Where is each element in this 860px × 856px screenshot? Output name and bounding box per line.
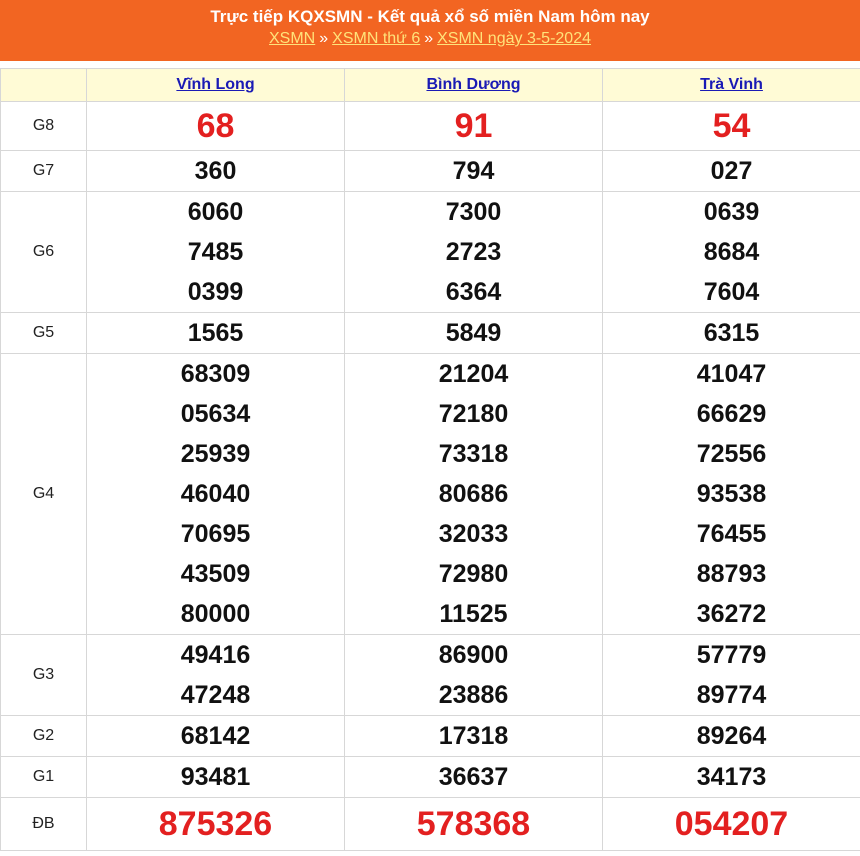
prize-label: G4 xyxy=(1,354,87,635)
breadcrumb xyxy=(0,28,860,50)
prize-number: 0639 xyxy=(703,198,760,226)
prize-number: 72556 xyxy=(696,440,767,468)
prize-cell xyxy=(603,757,860,798)
province-header-row xyxy=(1,69,860,102)
province-header xyxy=(87,69,345,102)
results-table xyxy=(0,68,860,851)
prize-number: 46040 xyxy=(180,480,251,508)
prize-number: 36637 xyxy=(438,763,509,791)
prize-number: 91 xyxy=(454,107,493,145)
prize-number: 5849 xyxy=(445,319,502,347)
page-title: Trực tiếp KQXSMN - Kết quả xổ số miền Nam hôm nay xyxy=(210,7,650,26)
prize-row xyxy=(1,354,860,635)
prize-number: 54 xyxy=(712,107,751,145)
prize-row xyxy=(1,313,860,354)
province-link-binh-duong[interactable]: Bình Dương xyxy=(426,76,521,93)
breadcrumb-link-xsmn-thu-6[interactable]: XSMN thứ 6 xyxy=(332,30,421,47)
prize-cell xyxy=(603,151,860,192)
prize-number: 89774 xyxy=(696,681,767,709)
prize-cell xyxy=(603,798,860,851)
prize-number: 25939 xyxy=(180,440,251,468)
prize-cell xyxy=(345,716,603,757)
prize-number: 76455 xyxy=(696,520,767,548)
corner-cell xyxy=(1,69,87,102)
prize-cell xyxy=(87,192,345,313)
prize-number: 6364 xyxy=(445,278,502,306)
prize-number: 72980 xyxy=(438,560,509,588)
prize-label: G5 xyxy=(1,313,87,354)
prize-cell xyxy=(345,757,603,798)
prize-number: 34173 xyxy=(696,763,767,791)
prize-cell xyxy=(603,354,860,635)
prize-number: 80000 xyxy=(180,600,251,628)
prize-number: 43509 xyxy=(180,560,251,588)
prize-label: G2 xyxy=(1,716,87,757)
prize-number: 7485 xyxy=(187,238,244,266)
prize-number: 93481 xyxy=(180,763,251,791)
prize-cell xyxy=(87,313,345,354)
prize-cell xyxy=(603,313,860,354)
prize-number: 054207 xyxy=(674,805,789,843)
prize-number: 23886 xyxy=(438,681,509,709)
prize-number: 6060 xyxy=(187,198,244,226)
prize-number: 68142 xyxy=(180,722,251,750)
prize-number: 70695 xyxy=(180,520,251,548)
prize-number: 2723 xyxy=(445,238,502,266)
prize-number: 7300 xyxy=(445,198,502,226)
breadcrumb-link-xsmn-date[interactable]: XSMN ngày 3-5-2024 xyxy=(437,30,591,47)
prize-cell xyxy=(603,192,860,313)
prize-number: 73318 xyxy=(438,440,509,468)
prize-number: 86900 xyxy=(438,641,509,669)
prize-cell xyxy=(87,102,345,151)
prize-number: 93538 xyxy=(696,480,767,508)
breadcrumb-separator: » xyxy=(424,30,434,47)
prize-number: 36272 xyxy=(696,600,767,628)
prize-cell xyxy=(603,102,860,151)
prize-label: G7 xyxy=(1,151,87,192)
prize-number: 875326 xyxy=(158,805,273,843)
province-header xyxy=(603,69,860,102)
prize-cell xyxy=(345,635,603,716)
prize-number: 68309 xyxy=(180,360,251,388)
prize-cell xyxy=(603,635,860,716)
prize-number: 11525 xyxy=(439,600,508,628)
prize-cell xyxy=(345,354,603,635)
prize-number: 794 xyxy=(452,157,495,185)
prize-number: 57779 xyxy=(696,641,767,669)
prize-label: G3 xyxy=(1,635,87,716)
prize-cell xyxy=(87,151,345,192)
prize-number: 88793 xyxy=(696,560,767,588)
prize-number: 027 xyxy=(710,157,753,185)
prize-row xyxy=(1,192,860,313)
prize-number: 32033 xyxy=(438,520,509,548)
prize-number: 49416 xyxy=(180,641,251,669)
prize-row xyxy=(1,757,860,798)
prize-label: ĐB xyxy=(1,798,87,851)
prize-label: G8 xyxy=(1,102,87,151)
prize-number: 8684 xyxy=(703,238,760,266)
prize-number: 89264 xyxy=(696,722,767,750)
page-header xyxy=(0,0,860,61)
prize-number: 80686 xyxy=(438,480,509,508)
prize-row xyxy=(1,102,860,151)
prize-number: 66629 xyxy=(696,400,767,428)
breadcrumb-link-xsmn[interactable]: XSMN xyxy=(269,30,316,47)
prize-cell xyxy=(87,716,345,757)
prize-label: G1 xyxy=(1,757,87,798)
province-link-tra-vinh[interactable]: Trà Vinh xyxy=(700,76,763,93)
prize-number: 1565 xyxy=(187,319,244,347)
prize-cell xyxy=(345,151,603,192)
prize-number: 0399 xyxy=(187,278,244,306)
prize-number: 578368 xyxy=(416,805,531,843)
prize-number: 21204 xyxy=(438,360,509,388)
prize-row xyxy=(1,151,860,192)
prize-label: G6 xyxy=(1,192,87,313)
prize-row xyxy=(1,798,860,851)
prize-number: 17318 xyxy=(438,722,509,750)
prize-number: 7604 xyxy=(703,278,760,306)
prize-number: 68 xyxy=(196,107,235,145)
prize-number: 360 xyxy=(194,157,237,185)
prize-number: 05634 xyxy=(180,400,251,428)
prize-number: 6315 xyxy=(703,319,760,347)
prize-cell xyxy=(87,354,345,635)
prize-cell xyxy=(345,192,603,313)
prize-row xyxy=(1,635,860,716)
prize-number: 47248 xyxy=(180,681,251,709)
prize-row xyxy=(1,716,860,757)
prize-number: 41047 xyxy=(696,360,767,388)
prize-cell xyxy=(87,635,345,716)
prize-cell xyxy=(603,716,860,757)
header-gap xyxy=(0,61,860,68)
prize-number: 72180 xyxy=(438,400,509,428)
province-link-vinh-long[interactable]: Vĩnh Long xyxy=(176,76,255,93)
prize-cell xyxy=(87,757,345,798)
prize-cell xyxy=(345,313,603,354)
prize-cell xyxy=(87,798,345,851)
prize-cell xyxy=(345,102,603,151)
breadcrumb-separator: » xyxy=(319,30,329,47)
province-header xyxy=(345,69,603,102)
prize-cell xyxy=(345,798,603,851)
